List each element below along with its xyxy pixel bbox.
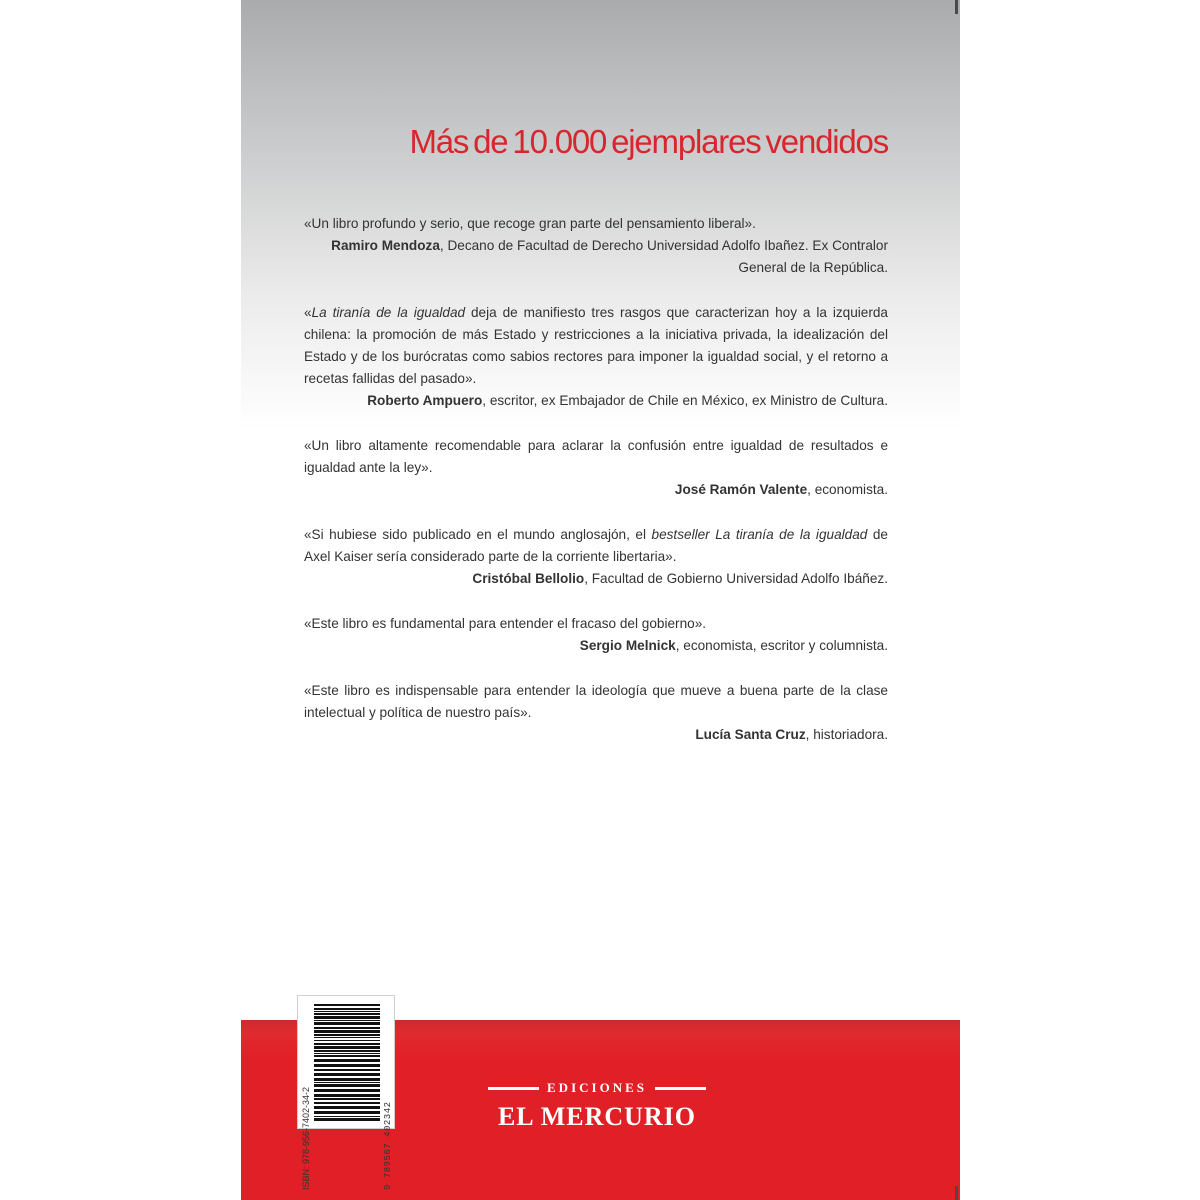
quote-author-role: , escritor, ex Embajador de Chile en México, ex Ministro de Cultura. — [482, 393, 888, 408]
quote-title-italic: La tiranía de la igualdad — [311, 305, 466, 320]
barcode-bar — [314, 1069, 380, 1071]
barcode-bar — [314, 1034, 380, 1036]
logo-rule-left — [488, 1087, 539, 1090]
quote-attribution — [304, 724, 888, 746]
barcode-bar — [314, 1053, 380, 1054]
quote-text — [304, 524, 888, 568]
barcode-bar — [314, 1022, 380, 1025]
quote-author-role: , Facultad de Gobierno Universidad Adolfo Ibáñez. — [584, 571, 888, 586]
barcode-bar — [314, 1027, 380, 1029]
barcode-bar — [314, 1011, 380, 1012]
barcode-bar — [314, 1016, 380, 1019]
quote-author-role: , economista, escritor y columnista. — [675, 638, 888, 653]
quote-attribution — [304, 479, 888, 501]
quote-text-part: «Este libro es fundamental para entender el fracaso del gobierno». — [304, 616, 707, 631]
barcode-bar — [314, 1082, 380, 1083]
barcode-bar — [314, 1116, 380, 1117]
barcode-bar — [314, 1094, 380, 1097]
barcode-bar — [314, 1084, 380, 1087]
quote-text — [304, 613, 888, 635]
barcode-bar — [314, 1106, 380, 1109]
quote-author: José Ramón Valente — [674, 482, 808, 497]
quote-attribution — [304, 568, 888, 590]
review-quote — [304, 524, 888, 590]
barcode-bar — [314, 1004, 380, 1006]
quote-title-italic: bestseller La tiranía de la igualdad — [651, 527, 868, 542]
barcode-bar — [314, 1008, 380, 1010]
quote-attribution — [304, 635, 888, 657]
quote-author: Sergio Melnick — [579, 638, 676, 653]
publisher-line1: EDICIONES — [547, 1080, 647, 1095]
barcode-bar — [314, 1046, 380, 1049]
barcode-digits: 9 789567 402342 — [383, 1101, 393, 1190]
barcode-bar — [314, 1064, 380, 1067]
quote-author-role: , Decano de Facultad de Derecho Universidad Adolfo Ibañez. Ex Contralor General de la República. — [439, 238, 888, 275]
quote-author: Roberto Ampuero — [367, 393, 483, 408]
publisher-line2: EL MERCURIO — [497, 1102, 697, 1131]
barcode-bar — [314, 1040, 380, 1041]
review-quote — [304, 213, 888, 279]
barcode-bar — [314, 1098, 380, 1100]
quote-author: Lucía Santa Cruz — [695, 727, 806, 742]
quote-text-part: de Axel Kaiser sería considerado parte de la corriente libertaria». — [304, 527, 888, 564]
barcode-bar — [314, 1037, 380, 1038]
quote-author: Cristóbal Bellolio — [472, 571, 585, 586]
logo-rule-right — [655, 1087, 706, 1090]
quote-text-part: «Si hubiese sido publicado en el mundo anglosajón, el — [304, 527, 652, 542]
publisher-logo — [488, 1078, 706, 1132]
edge-mark — [955, 1186, 958, 1200]
review-quote — [304, 680, 888, 746]
barcode-bar — [314, 1089, 380, 1092]
barcode-bar — [314, 1111, 380, 1114]
barcode — [297, 995, 395, 1190]
quote-text-part: «Un libro profundo y serio, que recoge gran parte del pensamiento liberal». — [304, 216, 756, 231]
quotes-list — [304, 213, 888, 769]
quote-text — [304, 435, 888, 479]
quote-text-part: « — [304, 305, 312, 320]
barcode-bar — [314, 1020, 380, 1021]
edge-mark — [955, 0, 958, 14]
barcode-bar — [314, 1043, 380, 1045]
review-quote — [304, 435, 888, 501]
barcode-bar — [314, 1013, 380, 1015]
review-quote — [304, 613, 888, 657]
barcode-bar — [314, 1118, 380, 1121]
quote-text-part: deja de manifiesto tres rasgos que caracterizan hoy a la izquierda chilena: la promoción de más Estado y restricciones a la iniciativa privada, la idealización del Estado y de los burócratas como sabios rectores para imponer la igualdad social, y el retorno a recetas fallidas del pasado». — [304, 305, 888, 386]
quote-text — [304, 213, 888, 235]
quote-text-part: «Un libro altamente recomendable para aclarar la confusión entre igualdad de resultados e igualdad ante la ley». — [304, 438, 888, 475]
barcode-bars — [298, 996, 394, 1128]
barcode-bar — [314, 1050, 380, 1052]
barcode-bar — [314, 1078, 380, 1081]
quote-author: Ramiro Mendoza — [331, 238, 440, 253]
review-quote — [304, 302, 888, 412]
barcode-bar — [314, 1059, 380, 1062]
isbn-label: ISBN: 978-956-7402-34-2 — [301, 1086, 311, 1190]
quote-attribution — [304, 390, 888, 412]
barcode-bar — [314, 1073, 380, 1076]
quote-author-role: , historiadora. — [805, 727, 888, 742]
headline: Más de 10.000 ejemplares vendidos — [409, 123, 888, 160]
quote-text-part: «Este libro es indispensable para entender la ideología que mueve a buena parte de la clase intelectual y política de nuestro país». — [304, 683, 888, 720]
quote-attribution — [304, 235, 888, 279]
quote-text — [304, 302, 888, 390]
quote-text — [304, 680, 888, 724]
barcode-bar — [314, 1030, 380, 1033]
barcode-bar — [314, 1055, 380, 1057]
quote-author-role: , economista. — [807, 482, 888, 497]
barcode-bar — [314, 1102, 380, 1104]
